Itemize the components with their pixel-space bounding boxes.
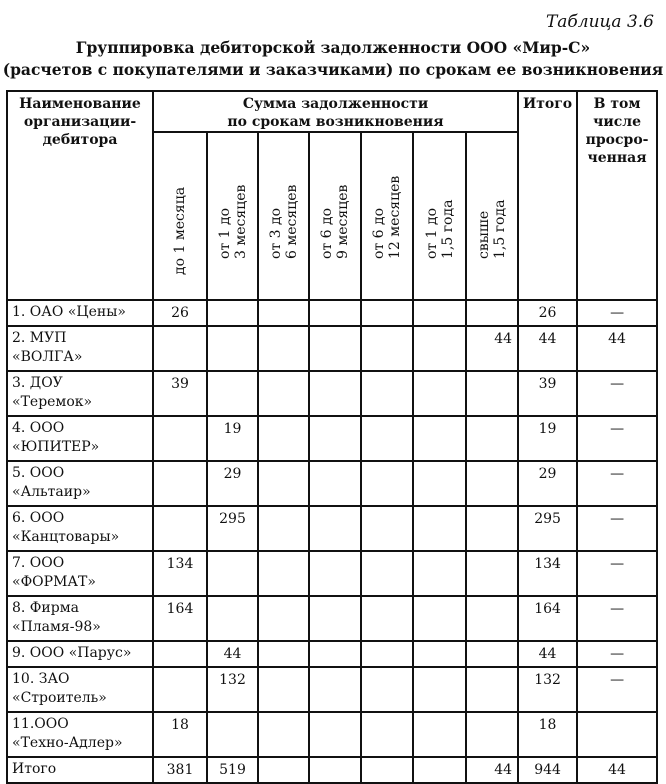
period-value: [361, 712, 413, 757]
overdue-value: 44: [577, 326, 657, 371]
total-value: 164: [518, 596, 577, 641]
header-text-line: 1,5 года: [492, 199, 509, 259]
period-value: [361, 641, 413, 667]
debtor-name: [7, 667, 153, 712]
header-text-line: Наименование: [19, 96, 141, 112]
header-text-line: числе: [593, 114, 642, 130]
debt-table: [6, 90, 658, 784]
header-period-4: [309, 132, 361, 300]
header-text-line: от 3 до: [267, 207, 284, 259]
header-period-text: [172, 187, 188, 275]
period-value: [258, 300, 309, 326]
header-text-line: от 1 до: [423, 207, 440, 259]
overdue-value: —: [577, 416, 657, 461]
period-value: 134: [153, 551, 207, 596]
header-text-line: от 6 до: [319, 207, 335, 259]
period-value: [153, 326, 207, 371]
period-value: [153, 416, 207, 461]
debtor-name-line: 10. ЗАО: [12, 671, 70, 687]
table-row: [7, 641, 657, 667]
total-value: 26: [518, 300, 577, 326]
overdue-value: —: [577, 371, 657, 416]
period-value: [413, 300, 466, 326]
header-period-text: [268, 185, 300, 259]
period-value: [207, 551, 258, 596]
period-value: [309, 326, 361, 371]
overdue-value: —: [577, 667, 657, 712]
total-value: 134: [518, 551, 577, 596]
debtor-name: [7, 326, 153, 371]
debtor-name: [7, 596, 153, 641]
table-row: [7, 326, 657, 371]
period-value: [361, 461, 413, 506]
debtor-name: [7, 641, 153, 667]
debtor-name: [7, 712, 153, 757]
period-value: [413, 757, 466, 783]
period-value: [309, 506, 361, 551]
header-period-text: [319, 185, 351, 259]
total-value: 944: [518, 757, 577, 783]
period-value: [258, 326, 309, 371]
header-text-line: просро-: [585, 132, 649, 148]
period-value: [466, 461, 518, 506]
debtor-name-line: «ФОРМАТ»: [12, 574, 96, 590]
header-period-text: [217, 185, 249, 259]
period-value: [466, 300, 518, 326]
overdue-value: [577, 712, 657, 757]
table-row: [7, 712, 657, 757]
total-value: 132: [518, 667, 577, 712]
period-value: [258, 641, 309, 667]
header-name: [7, 91, 153, 300]
header-period-6: [413, 132, 466, 300]
period-value: [413, 667, 466, 712]
header-period-text: [476, 200, 508, 259]
header-text-line: 9 месяцев: [335, 184, 351, 259]
debtor-name-line: «Техно-Адлер»: [12, 735, 123, 751]
debtor-name-line: 1. ОАО «Цены»: [12, 304, 126, 320]
period-value: 44: [466, 757, 518, 783]
header-text-line: 12 месяцев: [387, 175, 403, 259]
header-text-line: дебитора: [42, 132, 118, 148]
period-value: [153, 461, 207, 506]
header-period-1: [153, 132, 207, 300]
total-value: 39: [518, 371, 577, 416]
debtor-name-line: 5. ООО: [12, 465, 65, 481]
header-text-line: организации-: [23, 114, 137, 130]
overdue-value: —: [577, 506, 657, 551]
debtor-name-line: «ВОЛГА»: [12, 349, 83, 365]
period-value: [361, 416, 413, 461]
debtor-name-line: «Теремок»: [12, 394, 93, 410]
debtor-name-line: 3. ДОУ: [12, 375, 63, 391]
period-value: [309, 461, 361, 506]
period-value: [361, 326, 413, 371]
debtor-name-line: 11.ООО: [12, 716, 69, 732]
debtor-name-line: «Канцтовары»: [12, 529, 120, 545]
header-sum-group: [153, 91, 518, 132]
period-value: [309, 641, 361, 667]
debtor-name: [7, 506, 153, 551]
header-text-line: от 6 до: [371, 207, 387, 259]
total-value: 44: [518, 326, 577, 371]
period-value: 164: [153, 596, 207, 641]
debtor-name: [7, 371, 153, 416]
header-row-top: [7, 91, 657, 132]
period-value: [258, 371, 309, 416]
period-value: [309, 596, 361, 641]
overdue-value: —: [577, 596, 657, 641]
period-value: [413, 371, 466, 416]
period-value: [466, 506, 518, 551]
header-text-line: Сумма задолженности: [242, 96, 429, 112]
overdue-value: —: [577, 551, 657, 596]
table-title: Группировка дебиторской задолженности ООО «Мир-С»: [75, 38, 591, 57]
period-value: [413, 712, 466, 757]
period-value: [466, 596, 518, 641]
debtor-name-line: 6. ООО: [12, 510, 65, 526]
period-value: [466, 712, 518, 757]
period-value: [258, 596, 309, 641]
period-value: [413, 326, 466, 371]
period-value: [207, 300, 258, 326]
header-period-text: [371, 176, 403, 259]
overdue-value: —: [577, 641, 657, 667]
header-total: Итого: [518, 91, 577, 300]
table-row: [7, 300, 657, 326]
period-value: [207, 371, 258, 416]
debtor-name-line: 2. МУП: [12, 330, 67, 346]
period-value: 381: [153, 757, 207, 783]
debtor-name-line: «Альтаир»: [12, 484, 91, 500]
period-value: [466, 371, 518, 416]
period-value: 26: [153, 300, 207, 326]
overdue-value: —: [577, 300, 657, 326]
debtor-name-line: 8. Фирма: [12, 600, 79, 616]
period-value: 39: [153, 371, 207, 416]
table-row: [7, 667, 657, 712]
header-period-5: [361, 132, 413, 300]
period-value: [361, 551, 413, 596]
table-caption: Таблица 3.6: [545, 12, 654, 32]
period-value: [466, 551, 518, 596]
period-value: [309, 416, 361, 461]
period-value: [153, 506, 207, 551]
period-value: [413, 551, 466, 596]
period-value: [413, 506, 466, 551]
debtor-name: [7, 300, 153, 326]
period-value: [258, 461, 309, 506]
debtor-name: [7, 461, 153, 506]
header-period-2: [207, 132, 258, 300]
table-row: [7, 461, 657, 506]
overdue-value: —: [577, 461, 657, 506]
period-value: [258, 667, 309, 712]
period-value: 29: [207, 461, 258, 506]
period-value: 295: [207, 506, 258, 551]
header-text-line: В том: [593, 96, 641, 112]
debtor-name-line: «Строитель»: [12, 690, 107, 706]
period-value: [258, 551, 309, 596]
header-text-line: 3 месяцев: [232, 184, 249, 259]
header-text-line: 6 месяцев: [283, 184, 300, 259]
total-value: 44: [518, 641, 577, 667]
header-text-line: ченная: [587, 150, 647, 166]
period-value: 132: [207, 667, 258, 712]
period-value: [258, 506, 309, 551]
period-value: [258, 712, 309, 757]
total-value: 295: [518, 506, 577, 551]
debtor-name-line: 4. ООО: [12, 420, 65, 436]
period-value: 519: [207, 757, 258, 783]
period-value: [309, 757, 361, 783]
period-value: 19: [207, 416, 258, 461]
debtor-name-line: Итого: [12, 761, 57, 777]
table-subtitle: (расчетов с покупателями и заказчиками) по срокам ее возникновения: [2, 60, 664, 79]
period-value: [309, 300, 361, 326]
header-text-line: по срокам возникновения: [227, 114, 444, 130]
debtor-name-line: «Пламя-98»: [12, 619, 101, 635]
period-value: 44: [466, 326, 518, 371]
debtor-name: [7, 551, 153, 596]
period-value: [361, 596, 413, 641]
period-value: [207, 596, 258, 641]
period-value: [361, 667, 413, 712]
period-value: [361, 757, 413, 783]
total-value: 18: [518, 712, 577, 757]
period-value: [207, 326, 258, 371]
period-value: 18: [153, 712, 207, 757]
period-value: [413, 641, 466, 667]
period-value: [309, 667, 361, 712]
period-value: [309, 551, 361, 596]
header-text-line: 1,5 года: [439, 199, 456, 259]
period-value: [153, 667, 207, 712]
table-row: [7, 506, 657, 551]
period-value: [361, 300, 413, 326]
period-value: [309, 712, 361, 757]
period-value: [466, 667, 518, 712]
total-value: 19: [518, 416, 577, 461]
header-text-line: от 1 до: [216, 207, 233, 259]
period-value: [466, 641, 518, 667]
period-value: [258, 757, 309, 783]
period-value: [413, 416, 466, 461]
period-value: [258, 416, 309, 461]
period-value: [207, 712, 258, 757]
overdue-value: 44: [577, 757, 657, 783]
period-value: [361, 506, 413, 551]
debtor-name-line: 7. ООО: [12, 555, 65, 571]
header-text-line: свыше: [476, 210, 493, 259]
debtor-name-line: «ЮПИТЕР»: [12, 439, 100, 455]
period-value: [466, 416, 518, 461]
period-value: [153, 641, 207, 667]
table-row: [7, 416, 657, 461]
header-text-line: до 1 месяца: [172, 186, 188, 275]
header-period-3: [258, 132, 309, 300]
debtor-name-line: 9. ООО «Парус»: [12, 645, 132, 661]
period-value: [413, 596, 466, 641]
table-row: [7, 551, 657, 596]
total-value: 29: [518, 461, 577, 506]
debtor-name: [7, 416, 153, 461]
table-row: [7, 596, 657, 641]
debtor-name: [7, 757, 153, 783]
table-row: [7, 371, 657, 416]
period-value: [361, 371, 413, 416]
period-value: 44: [207, 641, 258, 667]
period-value: [413, 461, 466, 506]
header-period-text: [424, 200, 456, 259]
period-value: [309, 371, 361, 416]
header-period-7: [466, 132, 518, 300]
table-row: [7, 757, 657, 783]
header-overdue: [577, 91, 657, 300]
